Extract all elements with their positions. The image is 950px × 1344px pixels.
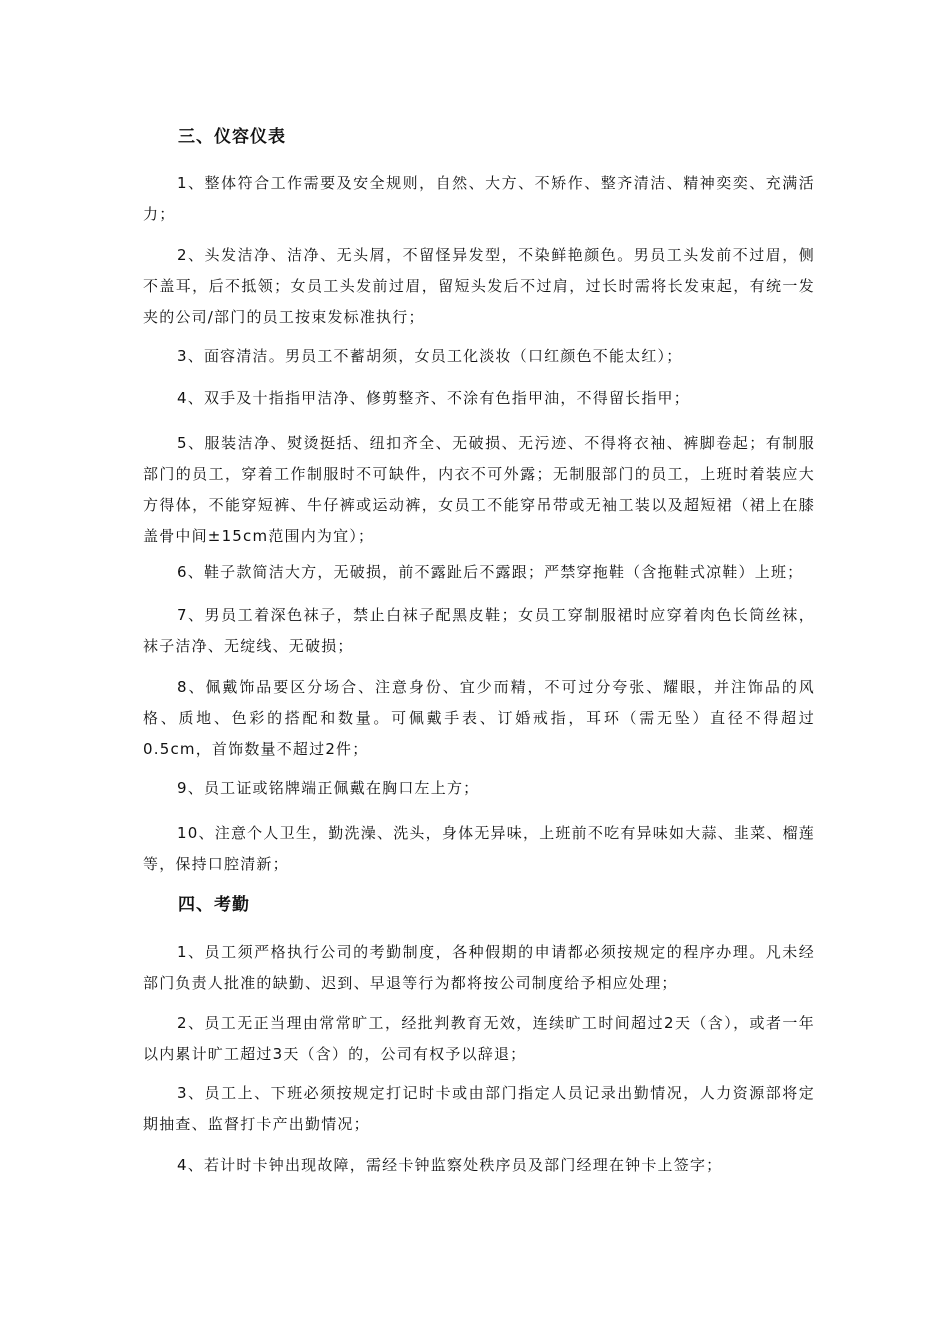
paragraph-appearance-4: 4、双手及十指指甲洁净、修剪整齐、不涂有色指甲油，不得留长指甲； [177, 389, 690, 407]
paragraph-appearance-8: 8、佩戴饰品要区分场合、注意身份、宜少而精，不可过分夸张、耀眼，并注饰品的风格、质地、色彩的搭配和数量。可佩戴手表、订婚戒指，耳环（需无坠）直径不得超过0.5cm，首饰数量不超过2件； [143, 678, 815, 758]
paragraph-appearance-6: 6、鞋子款简洁大方，无破损，前不露趾后不露跟；严禁穿拖鞋（含拖鞋式凉鞋）上班； [177, 563, 804, 581]
paragraph-appearance-3: 3、面容清洁。男员工不蓄胡须，女员工化淡妆（口红颜色不能太红）； [177, 347, 683, 365]
paragraph-appearance-5: 5、服装洁净、熨烫挺括、纽扣齐全、无破损、无污迹、不得将衣袖、裤脚卷起；有制服部门的员工，穿着工作制服时不可缺件，内衣不可外露；无制服部门的员工，上班时着装应大方得体，不能穿短裤、牛仔裤或运动裤，女员工不能穿吊带或无袖工装以及超短裙（裙上在膝盖骨中间±15cm范围内为宜）； [143, 434, 815, 545]
paragraph-attendance-4: 4、若计时卡钟出现故障，需经卡钟监察处秩序员及部门经理在钟卡上签字； [177, 1156, 723, 1174]
paragraph-attendance-2: 2、员工无正当理由常常旷工，经批判教育无效，连续旷工时间超过2天（含），或者一年以内累计旷工超过3天（含）的，公司有权予以辞退； [143, 1014, 815, 1063]
paragraph-attendance-3: 3、员工上、下班必须按规定打记时卡或由部门指定人员记录出勤情况，人力资源部将定期抽查、监督打卡产出勤情况； [143, 1084, 815, 1133]
paragraph-attendance-1: 1、员工须严格执行公司的考勤制度，各种假期的申请都必须按规定的程序办理。凡未经部门负责人批准的缺勤、迟到、早退等行为都将按公司制度给予相应处理； [143, 943, 815, 992]
paragraph-appearance-2: 2、头发洁净、洁净、无头屑，不留怪异发型，不染鲜艳颜色。男员工头发前不过眉，侧不盖耳，后不抵领；女员工头发前过眉，留短头发后不过肩，过长时需将长发束起，有统一发夹的公司/部门的员工按束发标准执行； [143, 246, 815, 326]
paragraph-appearance-7: 7、男员工着深色袜子，禁止白袜子配黑皮鞋；女员工穿制服裙时应穿着肉色长筒丝袜，袜子洁净、无绽线、无破损； [143, 606, 815, 655]
paragraph-appearance-10: 10、注意个人卫生，勤洗澡、洗头，身体无异味，上班前不吃有异味如大蒜、韭菜、榴莲等，保持口腔清新； [143, 824, 815, 873]
section-heading-attendance: 四、考勤 [178, 895, 250, 915]
paragraph-appearance-1: 1、整体符合工作需要及安全规则，自然、大方、不矫作、整齐清洁、精神奕奕、充满活力； [143, 174, 815, 223]
paragraph-appearance-9: 9、员工证或铭牌端正佩戴在胸口左上方； [177, 779, 480, 797]
section-heading-appearance: 三、仪容仪表 [178, 127, 286, 147]
